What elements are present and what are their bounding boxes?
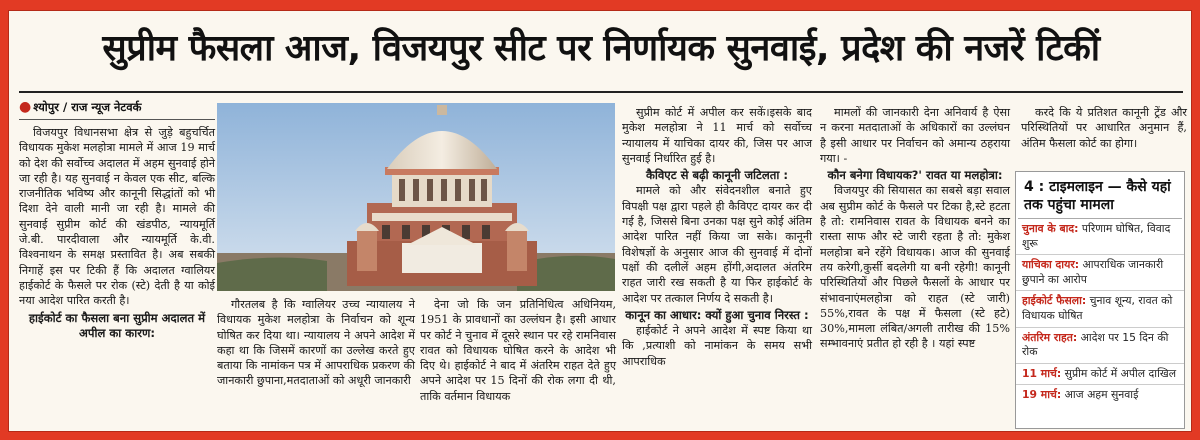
- headline: सुप्रीम फैसला आज, विजयपुर सीट पर निर्णायक सुनवाई, प्रदेश की नजरें टिकीं: [102, 28, 1100, 69]
- timeline-item: [1016, 219, 1184, 255]
- paragraph: गौरतलब है कि ग्वालियर उच्च न्यायालय ने विधायक मुकेश मलहोत्रा के निर्वाचन को शून्य घोषित कर दिया था। न्यायालय ने अपने आदेश में कहा था कि जिसमें कारणों का उल्लेख करते हुए बताया कि नामांकन पत्र में आपराधिक प्रकरण की जानकारी छुपाना,मतदाताओं को अधूरी जानकारी: [217, 298, 415, 388]
- supreme-court-photo: [217, 103, 615, 291]
- timeline-item: [1016, 255, 1184, 291]
- paragraph: विजयपुर की सियासत का सबसे बड़ा सवाल अब सुप्रीम कोर्ट के फैसले पर टिका है,स्टे हटता है तो: रामनिवास रावत के विधायक बनने का रास्ता साफ और स्टे जारी रहता है तो: मुकेश मलहोत्रा बने रहेंगे विधायक। आज की सुनवाई तय करेगी,कुर्सी बदलेगी या बनी रहेगी! कानूनी परिस्थितियों और पिछले फैसलों के आधार पर संभावनाएंमलहोत्रा को राहत (स्टे जारी) 55%,रावत के पक्ष में फैसला (स्टे हटे) 30%,मामला लंबित/अगली तारीख की 15% सम्भावनाएं प्रतीत हो रही है । यहां स्पष्ट: [820, 184, 1010, 351]
- column-6: [1021, 105, 1187, 169]
- timeline-label: अंतरिम राहत:: [1022, 330, 1078, 344]
- timeline-text: आज अहम सुनवाई: [1061, 388, 1139, 402]
- timeline-label: 11 मार्च:: [1022, 366, 1062, 380]
- paragraph: मामलों की जानकारी देना अनिवार्य है ऐसा न करना मतदाताओं के अधिकारों का उल्लंघन है इसी आधार पर निर्वाचन को अमान्य ठहराया गया। -: [820, 106, 1010, 165]
- paragraph: देना जो कि जन प्रतिनिधित्व अधिनियम, 1951 के प्रावधानों का उल्लंघन है। इसी आधार पर कोर्ट ने चुनाव में दूसरे स्थान पर रहे रामनिवास रावत को विधायक घोषित करने के आदेश भी दिए थे। हाईकोर्ट ने बाद में अंतरिम राहत देते हुए अपने आदेश पर 15 दिनों की रोक लगा दी थी, ताकि वर्तमान विधायक: [420, 298, 616, 403]
- timeline-text: आपराधिक जानकारी छुपाने का आरोप: [1022, 258, 1164, 286]
- timeline-title: 4 : टाइमलाइन — कैसे यहां तक पहुंचा मामला: [1018, 172, 1182, 219]
- timeline-text: सुप्रीम कोर्ट में अपील दाखिल: [1061, 366, 1177, 380]
- column-1: [19, 125, 215, 425]
- paragraph: हाईकोर्ट ने अपने आदेश में स्पष्ट किया था कि ,प्रत्याशी को नामांकन के समय सभी आपराधिक: [622, 324, 812, 368]
- subheading: कैविएट से बढ़ी कानूनी जटिलता :: [645, 168, 789, 183]
- column-5: [820, 105, 1010, 351]
- timeline-box: [1015, 171, 1185, 429]
- timeline-label: हाईकोर्ट फैसला:: [1022, 294, 1087, 308]
- paragraph: करदे कि ये प्रतिशत कानूनी ट्रेंड और परिस्थितियों पर आधारित अनुमान हैं, अंतिम फैसला कोर्ट का होगा।: [1021, 106, 1187, 150]
- timeline-text: आदेश पर 15 दिन की रोक: [1022, 330, 1169, 359]
- column-4: [622, 105, 812, 427]
- paragraph: विजयपुर विधानसभा क्षेत्र से जुड़े बहुचर्चित विधायक मुकेश मलहोत्रा मामले में आज 19 मार्च को देश की सर्वोच्च अदालत में अहम सुनवाई होने जा रही है। यह सुनवाई न केवल एक सीट, बल्कि राजनीतिक भविष्य और कानूनी सिद्धांतों को भी दिशा देने वाली मानी जा रही है। मामले की सुनवाई सुप्रीम कोर्ट की खंडपीठ, न्यायमूर्ति जे.बी. पारदीवाला और न्यायमूर्ति के.वी. विश्वनाथन के समक्ष प्रस्तावित है। अब सबकी निगाहें इस पर टिकी हैं कि अदालत ग्वालियर हाईकोर्ट के फैसले पर रोक (स्टे) देती है या कोई नया आदेश पारित करती है।: [19, 126, 215, 308]
- supreme-court-building-image: [217, 103, 615, 291]
- timeline-item: [1016, 291, 1184, 327]
- byline: [19, 99, 214, 115]
- headline-rule: [19, 91, 1183, 93]
- timeline-item: [1016, 364, 1184, 386]
- paragraph: मामले को और संवेदनशील बनाते हुए विपक्षी पक्ष द्वारा पहले ही कैविएट दायर कर दी गई है, जिससे बिना उनका पक्ष सुने कोई अंतिम आदेश पारित नहीं किया जा सके। कानूनी विशेषज्ञों के अनुसार आज की सुनवाई में दोनों पक्षों की दलीलें अहम होंगी,अदालत अंतरिम राहत जारी रख सकती है या फिर हाईकोर्ट के आदेश पर तत्काल निर्णय दे सकती है।: [622, 184, 812, 305]
- timeline-label: याचिका दायर:: [1022, 258, 1080, 272]
- timeline-label: चुनाव के बाद:: [1022, 222, 1079, 235]
- bullet-icon: ●: [19, 99, 32, 115]
- timeline-item: [1016, 385, 1184, 406]
- timeline-label: 19 मार्च:: [1022, 388, 1062, 402]
- paragraph: सुप्रीम कोर्ट में अपील कर सकें।इसके बाद मुकेश मलहोत्रा ने 11 मार्च को सर्वोच्च न्यायालय में याचिका दायर की, जिस पर आज सुनवाई निर्धारित हुई है।: [622, 106, 812, 165]
- timeline-text: परिणाम घोषित, विवाद शुरू: [1022, 222, 1171, 250]
- byline-text: श्योपुर / राज न्यूज नेटवर्क: [33, 100, 142, 114]
- column-2: [217, 297, 415, 427]
- byline-rule: [19, 119, 215, 120]
- subheading: कानून का आधार: क्यों हुआ चुनाव निरस्त :: [625, 307, 809, 322]
- timeline-item: [1016, 328, 1184, 364]
- column-3: [420, 297, 616, 427]
- subheading: हाईकोर्ट का फैसला बना सुप्रीम अदालत में अपील का कारण:: [28, 310, 206, 340]
- subheading: कौन बनेगा विधायक?' रावत या मलहोत्रा:: [827, 168, 1003, 183]
- timeline-text: चुनाव शून्य, रावत को विधायक घोषित: [1022, 294, 1173, 322]
- article-frame: [8, 10, 1192, 432]
